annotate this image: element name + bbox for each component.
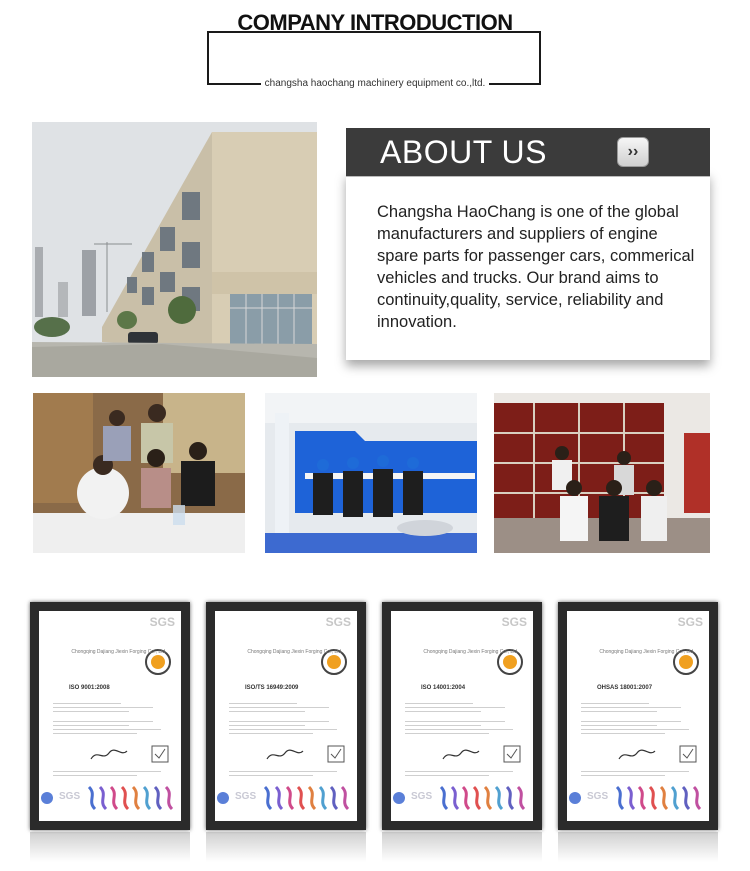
signature-icon (265, 747, 305, 763)
sgs-footer-text: SGS (235, 791, 257, 802)
title-box (207, 31, 541, 85)
double-chevron-right-icon[interactable]: ›› (617, 137, 649, 167)
team-dinner-photo (33, 393, 245, 553)
factory-building-photo (32, 122, 317, 377)
certificate-paper (567, 611, 709, 821)
page-subtitle (0, 78, 750, 89)
sgs-footer-text: SGS (587, 791, 609, 802)
certificate-frame (558, 602, 718, 830)
showroom-team-photo (265, 393, 477, 553)
accreditation-mark-icon (151, 745, 169, 763)
certificate-frame (206, 602, 366, 830)
certificate-company: Chongqing Dajiang Jiexin Forging Co., Ltd. (599, 649, 695, 655)
sgs-logo-text: SGS (677, 615, 703, 629)
certificate-company: Chongqing Dajiang Jiexin Forging Co., Ltd. (247, 649, 343, 655)
certificate-reflection (382, 832, 542, 862)
certificate-standard: ISO/TS 16949:2009 (245, 685, 299, 691)
about-title: ABOUT US (380, 134, 547, 170)
certificate-paper (215, 611, 357, 821)
sgs-logo-text: SGS (149, 615, 175, 629)
sgs-logo-text: SGS (325, 615, 351, 629)
certificate-company: Chongqing Dajiang Jiexin Forging Co., Ltd. (423, 649, 519, 655)
signature-icon (617, 747, 657, 763)
sgs-logo-text: SGS (501, 615, 527, 629)
accreditation-mark-icon (503, 745, 521, 763)
certificate-standard: OHSAS 18001:2007 (597, 685, 653, 691)
page-title: COMPANY INTRODUCTION (237, 10, 513, 35)
certificate-paper (391, 611, 533, 821)
certificate-reflection (206, 832, 366, 862)
signature-icon (441, 747, 481, 763)
certificate-paper (39, 611, 181, 821)
certificate-standard: ISO 9001:2008 (69, 685, 110, 691)
sgs-footer-text: SGS (59, 791, 81, 802)
certificate-company: Chongqing Dajiang Jiexin Forging Co., Ltd. (71, 649, 167, 655)
certificate-standard: ISO 14001:2004 (421, 685, 466, 691)
certificate-frame (382, 602, 542, 830)
accreditation-mark-icon (327, 745, 345, 763)
signature-icon (89, 747, 129, 763)
sgs-footer-text: SGS (411, 791, 433, 802)
accreditation-mark-icon (679, 745, 697, 763)
about-description: Changsha HaoChang is one of the global manufacturers and suppliers of engine spare parts for passenger cars, commerical vehicles and trucks. Our brand aims to continuity,quality, service, reliability and innovation. (377, 203, 695, 331)
certificate-frame (30, 602, 190, 830)
certificate-reflection (30, 832, 190, 862)
office-team-photo (494, 393, 710, 553)
page-subtitle-text: changsha haochang machinery equipment co.,ltd. (261, 78, 490, 89)
certificate-reflection (558, 832, 718, 862)
